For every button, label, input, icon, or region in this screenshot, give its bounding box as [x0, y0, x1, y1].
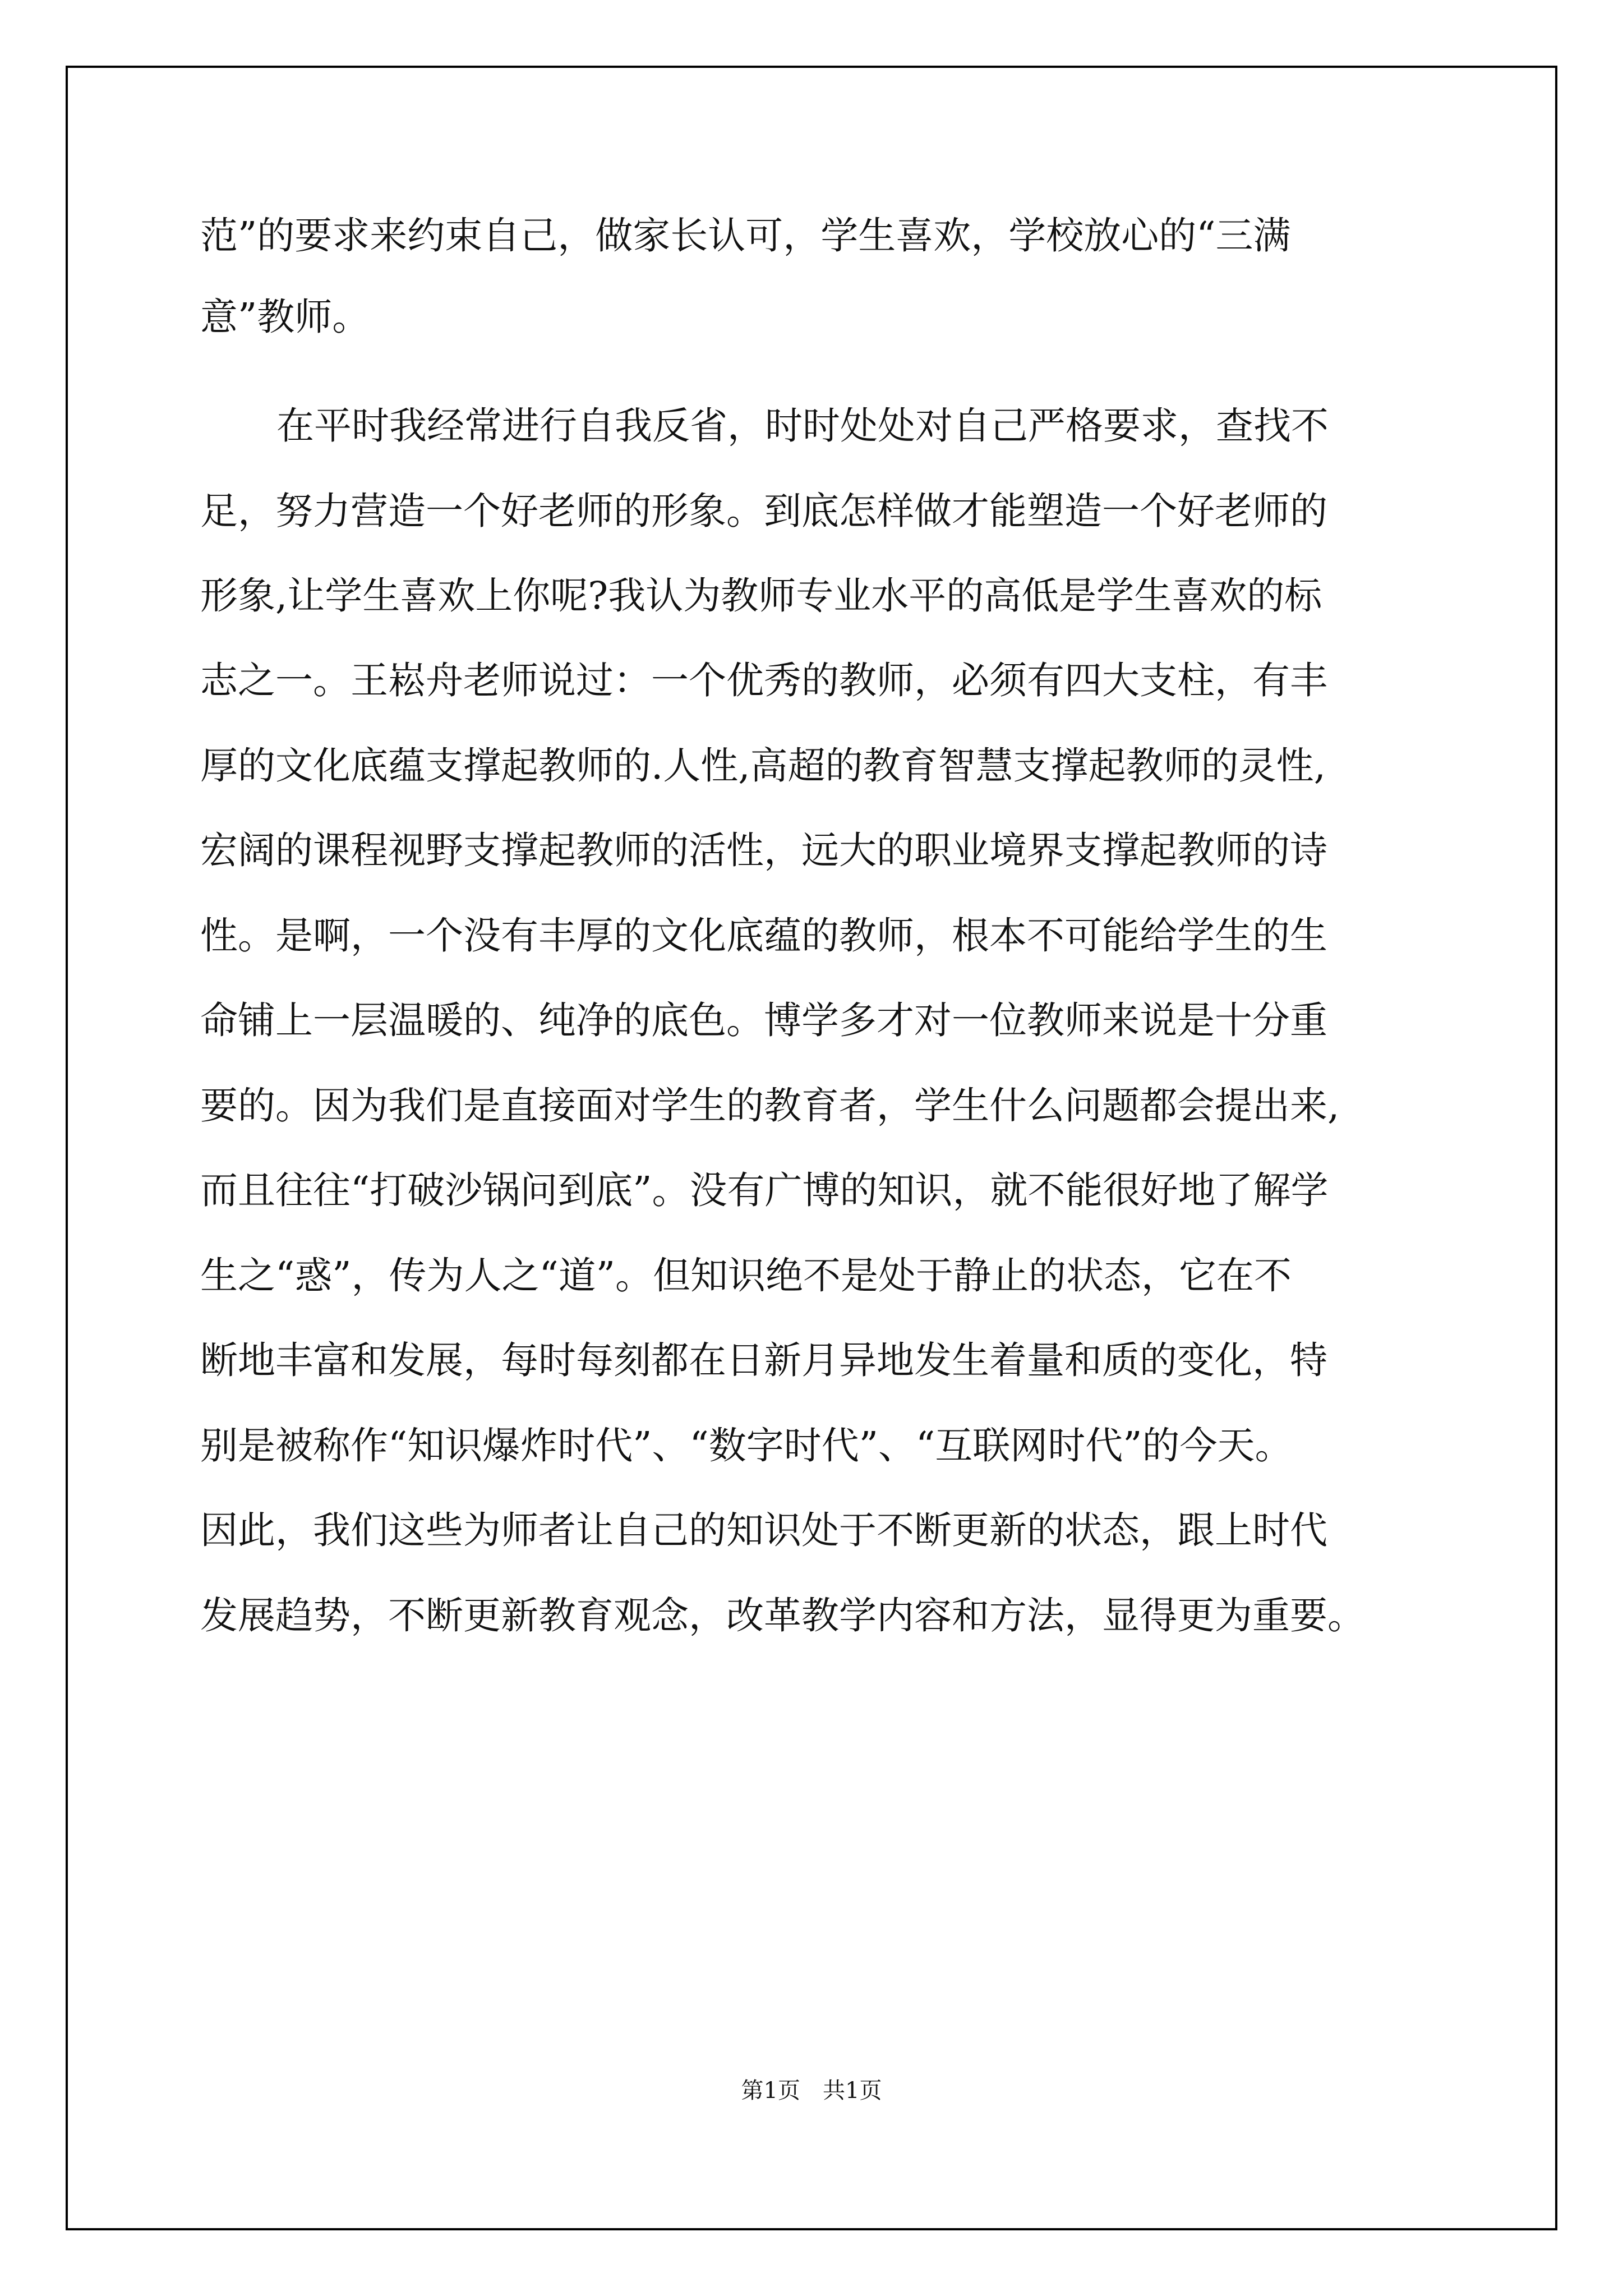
body-text-line: 而且往往“打破沙锅问到底”。没有广博的知识，就不能很好地了解学	[200, 1168, 1329, 1212]
body-text-line: 发展趋势，不断更新教育观念，改革教学内容和方法，显得更为重要。	[200, 1594, 1365, 1637]
body-text-line: 范”的要求来约束自己，做家长认可，学生喜欢，学校放心的“三满	[200, 214, 1291, 257]
body-text-line: 足，努力营造一个好老师的形象。到底怎样做才能塑造一个好老师的	[200, 489, 1327, 533]
body-text-line: 命铺上一层温暖的、纯净的底色。博学多才对一位教师来说是十分重	[200, 999, 1327, 1042]
body-text-line: 因此，我们这些为师者让自己的知识处于不断更新的状态，跟上时代	[200, 1508, 1327, 1552]
page-footer: 第1页 共1页	[741, 2078, 882, 2104]
body-text-line: 宏阔的课程视野支撑起教师的活性，远大的职业境界支撑起教师的诗	[200, 829, 1327, 872]
page-border	[66, 66, 1557, 2230]
paragraph-first-line: 在平时我经常进行自我反省，时时处处对自己严格要求，查找不	[276, 404, 1329, 448]
body-text-line: 生之“惑”，传为人之“道”。但知识绝不是处于静止的状态，它在不	[200, 1254, 1292, 1297]
body-text-line: 断地丰富和发展，每时每刻都在日新月异地发生着量和质的变化，特	[200, 1338, 1327, 1382]
body-text-line: 意”教师。	[200, 295, 370, 339]
body-text-line: 性。是啊，一个没有丰厚的文化底蕴的教师，根本不可能给学生的生	[200, 914, 1327, 958]
body-text-line: 厚的文化底蕴支撑起教师的.人性,高超的教育智慧支撑起教师的灵性,	[200, 744, 1326, 788]
body-text-line: 形象,让学生喜欢上你呢?我认为教师专业水平的高低是学生喜欢的标	[200, 574, 1322, 618]
body-text-line: 要的。因为我们是直接面对学生的教育者，学生什么问题都会提出来,	[200, 1084, 1340, 1128]
body-text-line: 别是被称作“知识爆炸时代”、“数字时代”、“互联网时代”的今天。	[200, 1424, 1293, 1467]
body-text-line: 志之一。王崧舟老师说过：一个优秀的教师，必须有四大支柱，有丰	[200, 659, 1327, 702]
